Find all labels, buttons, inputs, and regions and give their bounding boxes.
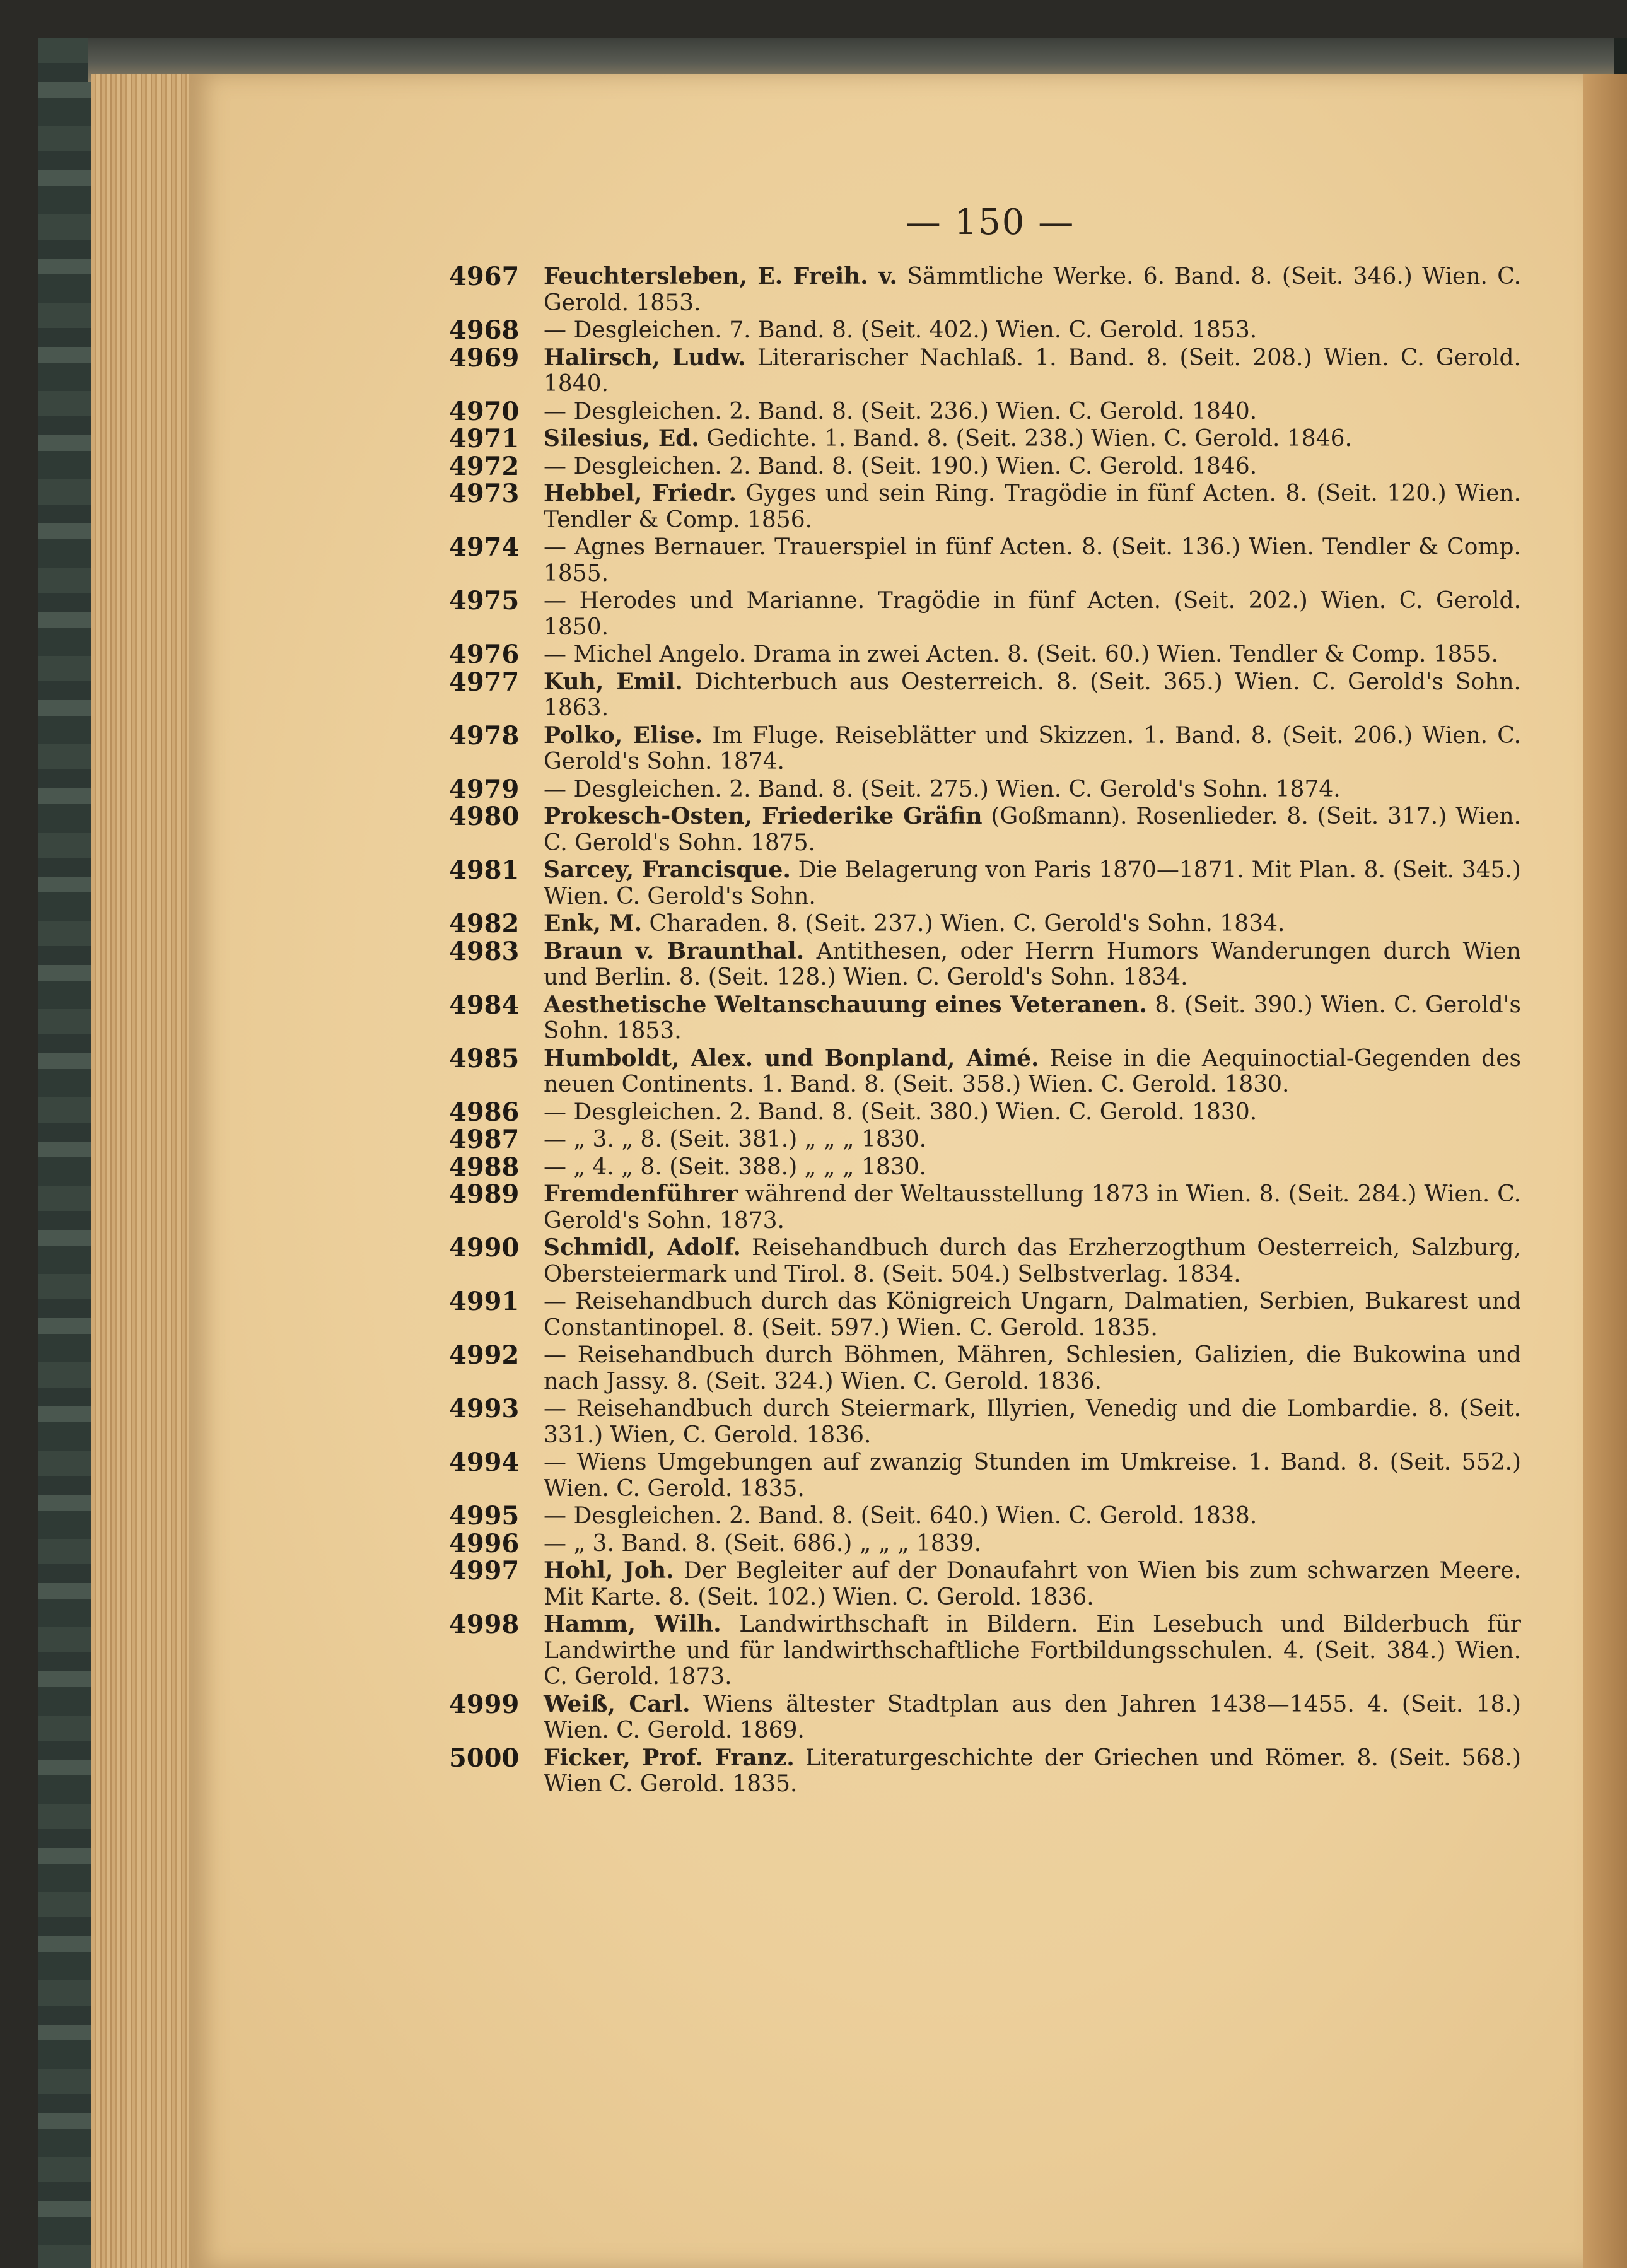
- entry-number: 4979: [449, 774, 520, 804]
- entry-number: 4995: [449, 1501, 520, 1531]
- entry-description: Die Belagerung von Paris 1870—1871. Mit Plan. 8. (Seit. 345.) Wien. C. Gerold's Sohn.: [544, 857, 1521, 909]
- catalog-entry: [449, 317, 1521, 344]
- entry-author: Sarcey, Francisque.: [544, 856, 791, 883]
- entry-author: Ficker, Prof. Franz.: [544, 1744, 795, 1771]
- entry-author: Hamm, Wilh.: [544, 1611, 721, 1637]
- page-number: — 150 —: [905, 202, 1075, 243]
- entry-description: während der Weltausstellung 1873 in Wien. 8. (Seit. 284.) Wien. C. Gerold's Sohn. 1873.: [544, 1181, 1521, 1234]
- catalog-entry: [449, 1043, 1521, 1098]
- catalog-entry: [449, 1611, 1521, 1690]
- catalog-entry: [449, 264, 1521, 316]
- catalog-entry: [449, 342, 1521, 397]
- entry-description: — Reisehandbuch durch das Königreich Ungarn, Dalmatien, Serbien, Bukarest und Constantinopel. 8. (Seit. 597.) Wien. C. Gerold. 1835.: [544, 1289, 1521, 1341]
- entry-number: 4974: [449, 532, 520, 562]
- entry-description: Gyges und sein Ring. Tragödie in fünf Acten. 8. (Seit. 120.) Wien. Tendler & Comp. 1856.: [544, 481, 1521, 533]
- catalog-entry: [449, 804, 1521, 856]
- catalog-entry: [449, 1154, 1521, 1181]
- entry-description: — Desgleichen. 2. Band. 8. (Seit. 236.) Wien. C. Gerold. 1840.: [544, 398, 1257, 424]
- entry-description: — Herodes und Marianne. Tragödie in fünf Acten. (Seit. 202.) Wien. C. Gerold. 1850.: [544, 588, 1521, 640]
- entry-number: 4998: [449, 1610, 520, 1639]
- catalog-entry: [449, 396, 1521, 426]
- entry-description: Wiens ältester Stadtplan aus den Jahren 1438—1455. 4. (Seit. 18.) Wien. C. Gerold. 1869.: [544, 1691, 1521, 1743]
- entry-number: 4990: [449, 1233, 520, 1263]
- catalog-entry: [449, 1503, 1521, 1529]
- catalog-entry: [449, 534, 1521, 587]
- entry-number: 4994: [449, 1447, 520, 1477]
- entry-description: 8. (Seit. 390.) Wien. C. Gerold's Sohn. 1853.: [544, 991, 1521, 1044]
- catalog-entry: [449, 1099, 1521, 1126]
- entry-author: Feuchtersleben, E. Freih. v.: [544, 263, 898, 289]
- entry-number: 4972: [449, 451, 520, 481]
- entry-number: 4984: [449, 990, 520, 1020]
- entry-description: — Agnes Bernauer. Trauerspiel in fünf Acten. 8. (Seit. 136.) Wien. Tendler & Comp. 1855.: [544, 534, 1521, 587]
- catalog-entry: [449, 1558, 1521, 1610]
- catalog-entry: [449, 588, 1521, 640]
- catalog-entry: [449, 938, 1521, 991]
- entry-number: 4968: [449, 315, 520, 345]
- entry-description: Reisehandbuch durch das Erzherzogthum Oesterreich, Salzburg, Obersteiermark und Tirol. 8. (Seit. 504.) Selbstverlag. 1834.: [544, 1235, 1521, 1287]
- entry-number: 4982: [449, 909, 520, 938]
- catalog-entry: [449, 720, 1521, 775]
- entry-number: 4992: [449, 1340, 520, 1370]
- entry-author: Silesius, Ed.: [544, 425, 699, 452]
- entry-description: — Desgleichen. 2. Band. 8. (Seit. 380.) Wien. C. Gerold. 1830.: [544, 1099, 1257, 1125]
- catalog-entry: [449, 1449, 1521, 1502]
- entry-number: 4983: [449, 936, 520, 966]
- entry-author: Schmidl, Adolf.: [544, 1234, 741, 1261]
- entry-description: — „ 3. „ 8. (Seit. 381.) „ „ „ 1830.: [544, 1126, 927, 1152]
- catalog-entry: [449, 1689, 1521, 1744]
- catalog-entry: [449, 992, 1521, 1044]
- entry-number: 4976: [449, 640, 520, 669]
- catalog-entry: [449, 453, 1521, 480]
- entry-description: — Desgleichen. 2. Band. 8. (Seit. 275.) Wien. C. Gerold's Sohn. 1874.: [544, 776, 1341, 802]
- entry-number: 4993: [449, 1394, 520, 1423]
- entry-description: — Reisehandbuch durch Steiermark, Illyrien, Venedig und die Lombardie. 8. (Seit. 331.) Wien, C. Gerold. 1836.: [544, 1396, 1521, 1448]
- entry-author: Hebbel, Friedr.: [544, 480, 737, 506]
- entry-description: Im Fluge. Reiseblätter und Skizzen. 1. Band. 8. (Seit. 206.) Wien. C. Gerold's Sohn. 1874.: [544, 722, 1521, 775]
- catalog-entry: [449, 1235, 1521, 1287]
- entry-description: — Reisehandbuch durch Böhmen, Mähren, Schlesien, Galizien, die Bukowina und nach Jassy. 8. (Seit. 324.) Wien. C. Gerold. 1836.: [544, 1342, 1521, 1394]
- entry-number: 4969: [449, 342, 520, 373]
- entry-number: 4988: [449, 1152, 520, 1182]
- entry-author: Polko, Elise.: [544, 722, 703, 749]
- entry-description: Literarischer Nachlaß. 1. Band. 8. (Seit. 208.) Wien. C. Gerold. 1840.: [544, 344, 1521, 397]
- entry-author: Fremdenführer: [544, 1181, 738, 1207]
- entry-description: Reise in die Aequinoctial-Gegenden des neuen Continents. 1. Band. 8. (Seit. 358.) Wien. C. Gerold. 1830.: [544, 1045, 1521, 1097]
- entry-description: — Desgleichen. 2. Band. 8. (Seit. 640.) Wien. C. Gerold. 1838.: [544, 1503, 1257, 1529]
- entry-number: 4980: [449, 802, 520, 831]
- entry-number: 4986: [449, 1097, 520, 1127]
- entry-number: 4987: [449, 1125, 520, 1154]
- catalog-entry: [449, 426, 1521, 452]
- book-spine: [38, 38, 95, 2268]
- catalog-entry: [449, 1528, 1521, 1558]
- entry-author: Enk, M.: [544, 910, 643, 937]
- entry-description: — Desgleichen. 2. Band. 8. (Seit. 190.) Wien. C. Gerold. 1846.: [544, 453, 1257, 479]
- entry-number: 4997: [449, 1556, 520, 1586]
- catalog-entry: [449, 857, 1521, 909]
- entry-number: 4967: [449, 262, 520, 291]
- entry-description: — „ 3. Band. 8. (Seit. 686.) „ „ „ 1839.: [544, 1530, 982, 1557]
- entry-description: Antithesen, oder Herrn Humors Wanderungen durch Wien und Berlin. 8. (Seit. 128.) Wien. C. Gerold's Sohn. 1834.: [544, 938, 1521, 990]
- catalog-entry: [449, 1289, 1521, 1341]
- catalog-entry: [449, 1396, 1521, 1448]
- catalog-entry: [449, 1181, 1521, 1234]
- entry-number: 4977: [449, 667, 520, 697]
- entry-description: Gedichte. 1. Band. 8. (Seit. 238.) Wien. C. Gerold. 1846.: [706, 426, 1352, 452]
- entry-number: 4991: [449, 1287, 520, 1316]
- entry-description: — Wiens Umgebungen auf zwanzig Stunden im Umkreise. 1. Band. 8. (Seit. 552.) Wien. C. Gerold. 1835.: [544, 1449, 1521, 1502]
- entry-description: Der Begleiter auf der Donaufahrt von Wien bis zum schwarzen Meere. Mit Karte. 8. (Seit. 102.) Wien. C. Gerold. 1836.: [544, 1558, 1521, 1610]
- entry-description: — Michel Angelo. Drama in zwei Acten. 8. (Seit. 60.) Wien. Tendler & Comp. 1855.: [544, 641, 1498, 667]
- entry-number: 4981: [449, 855, 520, 885]
- entry-description: (Goßmann). Rosenlieder. 8. (Seit. 317.) Wien. C. Gerold's Sohn. 1875.: [544, 804, 1522, 856]
- entry-number: 4973: [449, 479, 520, 508]
- entry-number: 4996: [449, 1528, 520, 1558]
- entry-description: — Desgleichen. 7. Band. 8. (Seit. 402.) Wien. C. Gerold. 1853.: [544, 317, 1257, 343]
- entry-author: Humboldt, Alex. und Bonpland, Aimé.: [544, 1044, 1039, 1072]
- page-stack-edges: [91, 74, 192, 2268]
- catalog-entries: [449, 264, 1521, 1799]
- entry-number: 4971: [449, 424, 520, 453]
- entry-author: Weiß, Carl.: [544, 1690, 691, 1717]
- catalog-entry: [449, 776, 1521, 803]
- entry-number: 4978: [449, 720, 520, 751]
- entry-description: Literaturgeschichte der Griechen und Römer. 8. (Seit. 568.) Wien C. Gerold. 1835.: [544, 1745, 1521, 1797]
- entry-number: 4999: [449, 1689, 520, 1719]
- entry-description: Dichterbuch aus Oesterreich. 8. (Seit. 365.) Wien. C. Gerold's Sohn. 1863.: [544, 669, 1521, 721]
- entry-description: — „ 4. „ 8. (Seit. 388.) „ „ „ 1830.: [544, 1154, 927, 1180]
- catalog-entry: [449, 911, 1521, 937]
- entry-number: 4985: [449, 1043, 520, 1073]
- catalog-entry: [449, 1342, 1521, 1394]
- entry-author: Aesthetische Weltanschauung eines Veteranen.: [544, 991, 1148, 1018]
- catalog-entry: [449, 1745, 1521, 1797]
- entry-number: 4989: [449, 1179, 520, 1209]
- entry-number: 4975: [449, 586, 520, 616]
- entry-author: Kuh, Emil.: [544, 668, 683, 695]
- catalog-entry: [449, 669, 1521, 722]
- entry-number: 4970: [449, 396, 520, 426]
- catalog-entry: [449, 641, 1521, 668]
- entry-number: 5000: [449, 1743, 520, 1773]
- entry-author: Hohl, Joh.: [544, 1557, 674, 1584]
- next-page-edge: [1583, 74, 1627, 2268]
- entry-author: Braun v. Braunthal.: [544, 937, 805, 964]
- entry-author: Halirsch, Ludw.: [544, 344, 746, 371]
- entry-author: Prokesch-Osten, Friederike Gräfin: [544, 803, 983, 829]
- catalog-entry: [449, 481, 1521, 533]
- entry-description: Sämmtliche Werke. 6. Band. 8. (Seit. 346.) Wien. C. Gerold. 1853.: [544, 264, 1521, 316]
- entry-description: Charaden. 8. (Seit. 237.) Wien. C. Gerold's Sohn. 1834.: [649, 911, 1285, 937]
- entry-description: Landwirthschaft in Bildern. Ein Lesebuch und Bilderbuch für Landwirthe und für landwirthschaftliche Fortbildungsschulen. 4. (Seit. 384.) Wien. C. Gerold. 1873.: [544, 1611, 1521, 1690]
- catalog-entry: [449, 1126, 1521, 1153]
